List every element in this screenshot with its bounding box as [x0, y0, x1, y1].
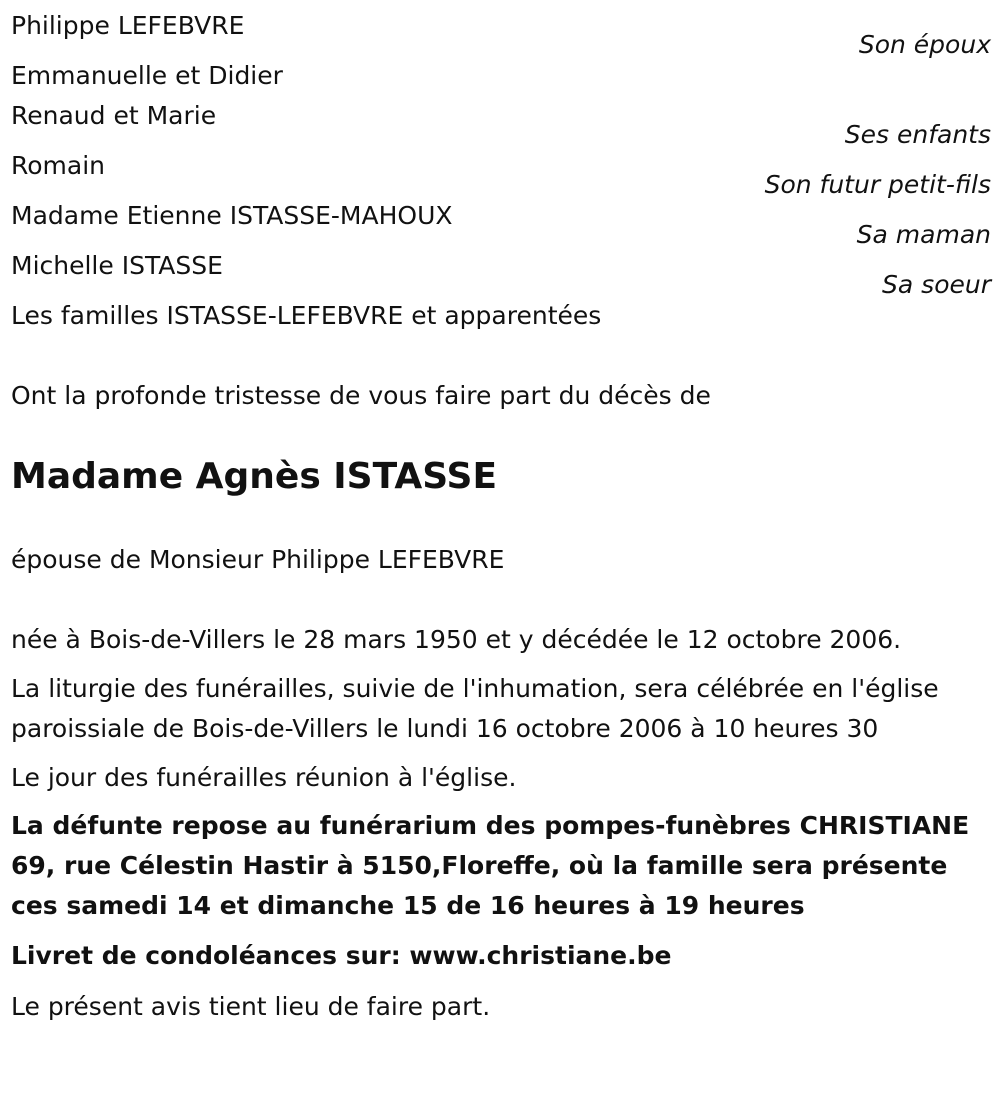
- family-entry-children: [11, 56, 991, 148]
- family-role: Son époux: [858, 30, 991, 59]
- family-role: Sa soeur: [882, 270, 991, 299]
- family-name: Renaud et Marie: [11, 101, 217, 130]
- notice-line: Le présent avis tient lieu de faire part.: [11, 992, 491, 1021]
- announcement-line: Ont la profonde tristesse de vous faire part du décès de: [11, 381, 711, 410]
- family-name: Philippe LEFEBVRE: [11, 11, 245, 40]
- family-name: Michelle ISTASSE: [11, 251, 223, 280]
- families-line: Les familles ISTASSE-LEFEBVRE et apparentées: [11, 301, 602, 330]
- family-entry-sister: [11, 246, 991, 298]
- family-entry-grandson: [11, 146, 991, 198]
- funerarium-paragraph: La défunte repose au funérarium des pompes-funèbres CHRISTIANE 69, rue Célestin Hastir à 5150,Floreffe, où la famille sera présente ces samedi 14 et dimanche 15 de 16 heures à 19 heures: [11, 811, 970, 920]
- family-entry-spouse: [11, 0, 991, 58]
- family-role: Ses enfants: [844, 120, 991, 149]
- family-role: Son futur petit-fils: [764, 170, 991, 199]
- birth-death-line: née à Bois-de-Villers le 28 mars 1950 et y décédée le 12 octobre 2006.: [11, 625, 902, 654]
- family-name: Romain: [11, 151, 106, 180]
- meeting-line: Le jour des funérailles réunion à l'église.: [11, 763, 517, 792]
- obituary-notice: [11, 0, 991, 1027]
- family-entry-mother: [11, 196, 991, 248]
- spouse-line: épouse de Monsieur Philippe LEFEBVRE: [11, 545, 505, 574]
- family-name: Madame Etienne ISTASSE-MAHOUX: [11, 201, 453, 230]
- deceased-name: Madame Agnès ISTASSE: [11, 456, 498, 497]
- family-name: Emmanuelle et Didier: [11, 61, 283, 90]
- liturgy-paragraph: La liturgie des funérailles, suivie de l'inhumation, sera célébrée en l'église paroissiale de Bois-de-Villers le lundi 16 octobre 2006 à 10 heures 30: [11, 674, 939, 743]
- family-role: Sa maman: [856, 220, 991, 249]
- condolences-line: Livret de condoléances sur: www.christiane.be: [11, 941, 672, 970]
